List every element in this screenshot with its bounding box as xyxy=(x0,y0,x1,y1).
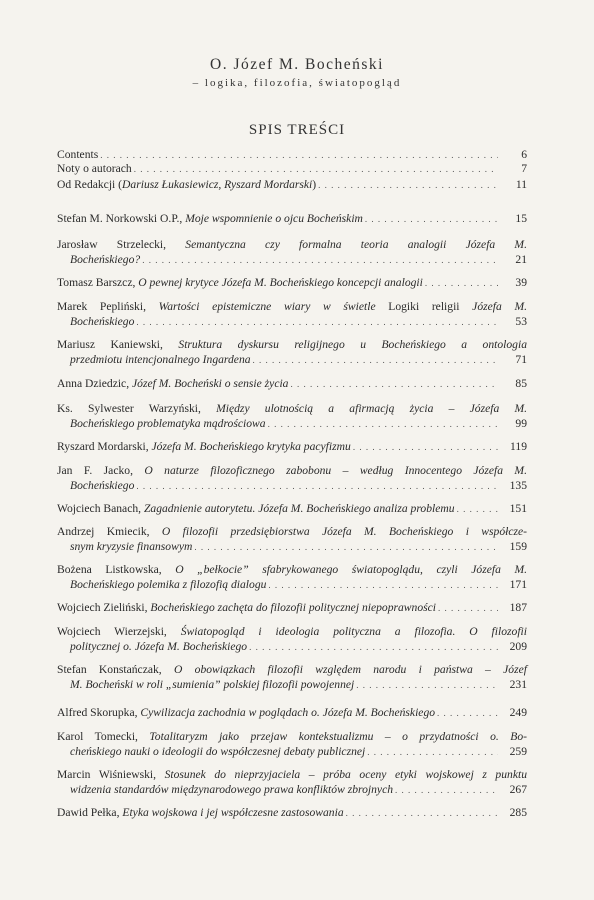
entry-title-text: przedmiotu intencjonalnego Ingardena xyxy=(70,353,251,366)
toc-heading: SPIS TREŚCI xyxy=(248,122,346,138)
entry-author-text: Anna Dziedzic, xyxy=(57,377,133,390)
entry-author-text: Wojciech Zieliński, xyxy=(57,601,151,614)
page-number: 259 xyxy=(509,745,527,758)
toc-entry[interactable] xyxy=(57,662,527,693)
entry-line xyxy=(57,478,527,494)
entry-author-text: Marek Pepliński, xyxy=(57,300,159,313)
entry-author-text: Ryszard Mordarski, xyxy=(57,440,152,453)
entry-line xyxy=(57,376,527,392)
toc-entry[interactable] xyxy=(57,705,527,721)
entry-author-text: Bożena Listkowska, xyxy=(57,563,176,576)
toc-entry[interactable] xyxy=(57,337,527,368)
entry-title-text: Bocheńskiego zachęta do filozofii politycznej niepoprawności xyxy=(150,601,437,614)
entry-line xyxy=(57,177,527,193)
page-number: 71 xyxy=(515,353,527,366)
toc-entry[interactable] xyxy=(57,439,527,455)
entry-title-text: Dariusz Łukasiewicz, Ryszard Mordarski xyxy=(122,178,313,191)
entry-title-text: Etyka wojskowa i jej współczesne zastosowania xyxy=(122,806,344,819)
toc-entry[interactable] xyxy=(57,463,527,494)
entry-line xyxy=(57,767,527,782)
page-number: 11 xyxy=(515,178,527,191)
dot-leader xyxy=(346,806,498,821)
page-number: 53 xyxy=(515,315,527,328)
entry-line xyxy=(57,314,527,330)
dot-leader xyxy=(457,502,498,517)
entry-author-text: Karol Tomecki, xyxy=(57,730,150,743)
entry-title-text: M. Bocheński w roli „sumienia” polskiej filozofii powojennej xyxy=(70,678,355,691)
entry-line xyxy=(57,729,527,744)
entry-title-text: snym kryzysie finansowym xyxy=(70,540,193,553)
entry-title-text: Między ulotnością a afirmacją życia – Józefa M. xyxy=(216,402,528,415)
page-number: 85 xyxy=(515,377,527,390)
entry-title-text: Bocheńskiego polemika z filozofią dialogu xyxy=(70,578,267,591)
entry-author-text: Jarosław Strzelecki, xyxy=(57,238,186,251)
entry-line xyxy=(57,275,527,291)
entry-line xyxy=(57,337,527,352)
entry-line xyxy=(57,577,527,593)
entry-line xyxy=(57,237,527,252)
dot-leader xyxy=(290,377,498,392)
toc-entry[interactable] xyxy=(57,237,527,268)
entry-author-text: Mariusz Kaniewski, xyxy=(57,338,179,351)
dot-leader xyxy=(367,745,498,760)
entry-title-text: O filozofii przedsiębiorstwa Józefa M. Bocheńskiego i współcze- xyxy=(161,525,528,538)
toc-entry[interactable] xyxy=(57,767,527,798)
entry-author-text: Stefan M. Norkowski O.P., xyxy=(57,212,186,225)
dot-leader xyxy=(425,276,498,291)
page-number: 6 xyxy=(521,148,527,161)
entry-title-text: Bocheńskiego xyxy=(70,479,135,492)
entry-title-text: O pewnej krytyce Józefa M. Bocheńskiego koncepcji analogii xyxy=(138,276,423,289)
toc-entry[interactable] xyxy=(57,161,527,177)
toc-entry[interactable] xyxy=(57,805,527,821)
entry-title-text: O obowiązkach filozofii względem narodu i państwa – Józef xyxy=(173,663,527,676)
entry-author-text: Contents xyxy=(57,148,99,161)
toc-entry[interactable] xyxy=(57,501,527,517)
entry-title-text: Stosunek do nieprzyjaciela – próba oceny etyki wojskowej z punktu xyxy=(164,768,527,781)
toc-entry[interactable] xyxy=(57,600,527,616)
entry-author-text: Ks. Sylwester Warzyński, xyxy=(57,402,217,415)
entry-title-text: Cywilizacja zachodnia w poglądach o. Józefa M. Bocheńskiego xyxy=(140,706,436,719)
toc-entry[interactable] xyxy=(57,275,527,291)
page-number: 99 xyxy=(515,417,527,430)
entry-title-text: O naturze filozoficznego zabobonu – według Innocentego Józefa M. xyxy=(144,464,527,477)
entry-author-text: Andrzej Kmiecik, xyxy=(57,525,162,538)
toc-entry[interactable] xyxy=(57,177,527,193)
toc-entry[interactable] xyxy=(57,729,527,760)
entry-line xyxy=(57,805,527,821)
entry-author-text: Alfred Skorupka, xyxy=(57,706,141,719)
dot-leader xyxy=(437,706,498,721)
entry-title-text: Totalitaryzm jako przejaw kontekstualizmu – o przydatności o. Bo- xyxy=(149,730,527,743)
page-number: 7 xyxy=(521,162,527,175)
dot-leader xyxy=(136,479,498,494)
entry-title-text: Moje wspomnienie o ojcu Bocheńskim xyxy=(185,212,363,225)
entry-author-text: Wojciech Banach, xyxy=(57,502,144,515)
page-number: 209 xyxy=(509,640,527,653)
toc-entry[interactable] xyxy=(57,401,527,432)
toc-entry[interactable] xyxy=(57,624,527,655)
dot-leader xyxy=(136,315,498,330)
entry-title-text: politycznej o. Józefa M. Bocheńskiego xyxy=(70,640,248,653)
page-number: 159 xyxy=(509,540,527,553)
entry-line xyxy=(57,463,527,478)
dot-leader xyxy=(134,162,498,177)
dot-leader xyxy=(395,783,498,798)
dot-leader xyxy=(142,253,498,268)
toc-entry[interactable] xyxy=(57,211,527,227)
entry-title-text: Bocheńskiego problematyka mądrościowa xyxy=(70,417,266,430)
entry-title-text: Zagadnienie autorytetu. Józefa M. Bocheńskiego analiza problemu xyxy=(143,502,455,515)
page-number: 171 xyxy=(509,578,527,591)
entry-title-text: Bocheńskiego? xyxy=(70,253,141,266)
book-title: O. Józef M. Bocheński xyxy=(210,56,384,73)
entry-title-text: widzenia standardów międzynarodowego prawa konfliktów zbrojnych xyxy=(70,783,394,796)
entry-line xyxy=(57,782,527,798)
entry-author-text: Marcin Wiśniewski, xyxy=(57,768,165,781)
page-number: 39 xyxy=(515,276,527,289)
dot-leader xyxy=(249,640,498,655)
dot-leader xyxy=(268,417,498,432)
entry-line xyxy=(57,600,527,616)
entry-title-text: Semantyczna czy formalna teoria analogii Józefa M. xyxy=(185,238,527,251)
dot-leader xyxy=(356,678,498,693)
page-number: 231 xyxy=(509,678,527,691)
page-number: 151 xyxy=(509,502,527,515)
page-number: 249 xyxy=(509,706,527,719)
entry-title-text: Józef M. Bocheński o sensie życia xyxy=(132,377,289,390)
entry-author-text: Wojciech Wierzejski, xyxy=(57,625,181,638)
entry-author-text: Jan F. Jacko, xyxy=(57,464,145,477)
entry-line xyxy=(57,705,527,721)
entry-author-text: Tomasz Barszcz, xyxy=(57,276,139,289)
entry-line xyxy=(57,744,527,760)
toc-entry[interactable] xyxy=(57,376,527,392)
dot-leader xyxy=(353,440,498,455)
page-number: 285 xyxy=(509,806,527,819)
entry-line xyxy=(57,662,527,677)
entry-line xyxy=(57,252,527,268)
entry-line xyxy=(57,401,527,416)
entry-author-text: Logiki religii xyxy=(375,300,473,313)
entry-line xyxy=(57,352,527,368)
entry-title-text: Bocheńskiego xyxy=(70,315,135,328)
toc-entry[interactable] xyxy=(57,299,527,330)
book-subtitle: – logika, filozofia, światopogląd xyxy=(192,77,402,89)
entry-title-text: Wartości epistemiczne wiary w świetle xyxy=(158,300,376,313)
page-number: 21 xyxy=(515,253,527,266)
page-number: 135 xyxy=(509,479,527,492)
entry-line xyxy=(57,624,527,639)
toc-entry[interactable] xyxy=(57,524,527,555)
entry-title-text: O „bełkocie” sfabrykowanego światopoglądu, czyli Józefa M. xyxy=(175,563,527,576)
entry-title-text: Struktura dyskursu religijnego u Bocheńskiego a ontologia xyxy=(178,338,527,351)
entry-title-text: Józefa M. Bocheńskiego krytyka pacyfizmu xyxy=(151,440,351,453)
page-number: 119 xyxy=(510,440,527,453)
dot-leader xyxy=(268,578,498,593)
dot-leader xyxy=(438,601,498,616)
page-number: 267 xyxy=(509,783,527,796)
dot-leader xyxy=(365,212,498,227)
page-number: 187 xyxy=(509,601,527,614)
entry-author-text: Od Redakcji ( xyxy=(57,178,123,191)
entry-line xyxy=(57,677,527,693)
entry-line xyxy=(57,211,527,227)
page-number: 15 xyxy=(515,212,527,225)
entry-author-text: Stefan Konstańczak, xyxy=(57,663,174,676)
toc-entry[interactable] xyxy=(57,562,527,593)
dot-leader xyxy=(318,178,498,193)
entry-line xyxy=(57,524,527,539)
entry-author-text: Dawid Pełka, xyxy=(57,806,123,819)
dot-leader xyxy=(253,353,498,368)
entry-author-text: Noty o autorach xyxy=(57,162,132,175)
entry-line xyxy=(57,501,527,517)
entry-line xyxy=(57,639,527,655)
entry-line xyxy=(57,416,527,432)
entry-line xyxy=(57,439,527,455)
entry-author-text: ) xyxy=(312,178,317,191)
entry-title-text: Józefa M. xyxy=(472,300,527,313)
entry-line xyxy=(57,562,527,577)
entry-title-text: Światopogląd i ideologia polityczna a filozofia. O filozofii xyxy=(180,625,527,638)
entry-line xyxy=(57,299,527,314)
entry-line xyxy=(57,539,527,555)
entry-title-text: cheńskiego nauki o ideologii do współczesnej debaty publicznej xyxy=(70,745,366,758)
entry-line xyxy=(57,161,527,177)
dot-leader xyxy=(194,540,498,555)
